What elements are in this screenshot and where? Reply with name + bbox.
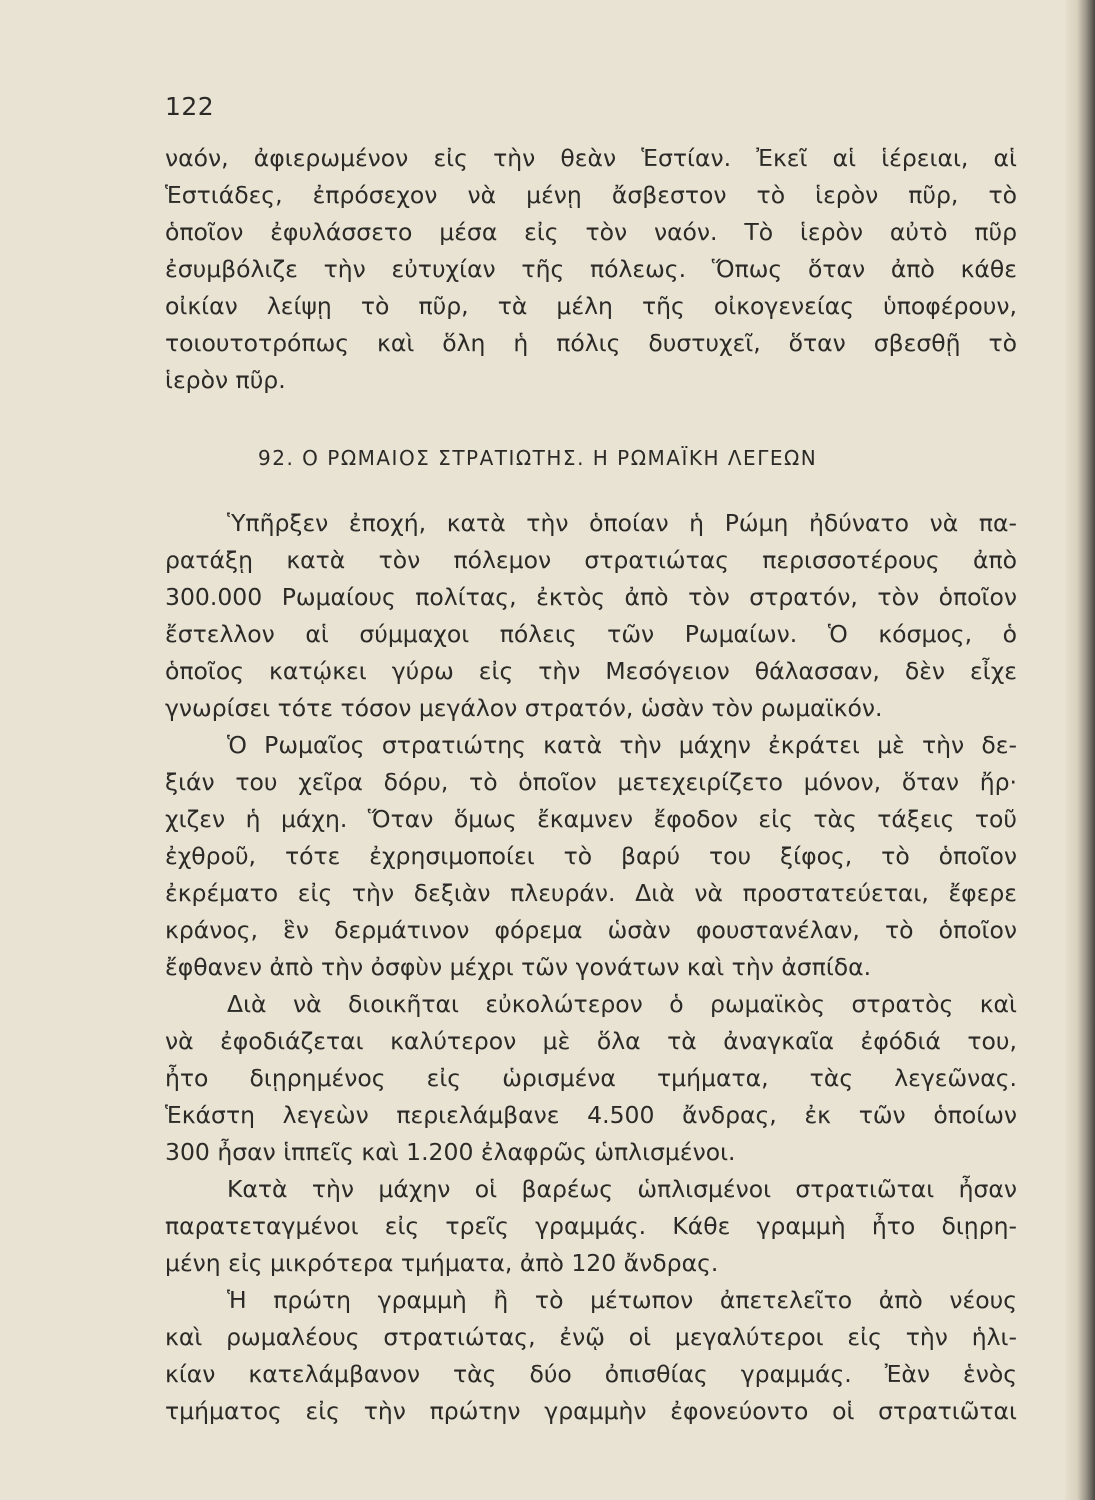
text-line: Ἑστιάδες, ἐπρόσεχον νὰ μένῃ ἄσβεστον τὸ ἱερὸν πῦρ, τὸ [165, 181, 1017, 209]
text-line: ἐχθροῦ, τότε ἐχρησιμοποίει τὸ βαρύ του ξίφος, τὸ ὁποῖον [165, 842, 1017, 870]
text-line: Ἡ πρώτη γραμμὴ ἢ τὸ μέτωπον ἀπετελεῖτο ἀπὸ νέους [227, 1286, 1017, 1314]
text-line: 300.000 Ρωμαίους πολίτας, ἐκτὸς ἀπὸ τὸν στρατόν, τὸν ὁποῖον [165, 583, 1017, 611]
text-line: κίαν κατελάμβανον τὰς δύο ὀπισθίας γραμμάς. Ἐὰν ἑνὸς [165, 1360, 1017, 1388]
text-line: ἔστελλον αἱ σύμμαχοι πόλεις τῶν Ρωμαίων. Ὁ κόσμος, ὁ [165, 620, 1017, 648]
text-line: ναόν, ἀφιερωμένον εἰς τὴν θεὰν Ἑστίαν. Ἐκεῖ αἱ ἱέρειαι, αἱ [165, 144, 1017, 172]
text-line: ὁποῖον ἐφυλάσσετο μέσα εἰς τὸν ναόν. Τὸ ἱερὸν αὐτὸ πῦρ [165, 218, 1017, 246]
text-line: ὁποῖος κατῴκει γύρω εἰς τὴν Μεσόγειον θάλασσαν, δὲν εἶχε [165, 657, 1017, 685]
text-line: Ἑκάστη λεγεὼν περιελάμβανε 4.500 ἄνδρας, ἐκ τῶν ὁποίων [165, 1101, 1017, 1129]
section-heading: 92. Ο ΡΩΜΑΙΟΣ ΣΤΡΑΤΙΩΤΗΣ. Η ΡΩΜΑΪΚΗ ΛΕΓΕΩΝ [258, 446, 818, 470]
text-line: οἰκίαν λείψῃ τὸ πῦρ, τὰ μέλη τῆς οἰκογενείας ὑποφέρουν, [165, 292, 1017, 320]
text-line: χιζεν ἡ μάχη. Ὅταν ὅμως ἔκαμνεν ἔφοδον εἰς τὰς τάξεις τοῦ [165, 805, 1017, 833]
text-line: τμήματος εἰς τὴν πρώτην γραμμὴν ἐφονεύοντο οἱ στρατιῶται [165, 1397, 1017, 1425]
page-number: 122 [165, 92, 215, 121]
text-line: ἐκρέματο εἰς τὴν δεξιὰν πλευράν. Διὰ νὰ προστατεύεται, ἔφερε [165, 879, 1017, 907]
text-line: ἦτο διῃρημένος εἰς ὡρισμένα τμήματα, τὰς λεγεῶνας. [165, 1064, 1017, 1092]
text-line: μένη εἰς μικρότερα τμήματα, ἀπὸ 120 ἄνδρας. [165, 1249, 719, 1277]
text-line: Κατὰ τὴν μάχην οἱ βαρέως ὡπλισμένοι στρατιῶται ἦσαν [227, 1175, 1017, 1203]
text-line: ρατάξῃ κατὰ τὸν πόλεμον στρατιώτας περισσοτέρους ἀπὸ [165, 546, 1017, 574]
text-line: 300 ἦσαν ἱππεῖς καὶ 1.200 ἐλαφρῶς ὡπλισμένοι. [165, 1138, 736, 1166]
text-line: παρατεταγμένοι εἰς τρεῖς γραμμάς. Κάθε γραμμὴ ἦτο διῃρη- [165, 1212, 1017, 1240]
text-line: γνωρίσει τότε τόσον μεγάλον στρατόν, ὡσὰν τὸν ρωμαϊκόν. [165, 694, 883, 722]
text-line: νὰ ἐφοδιάζεται καλύτερον μὲ ὅλα τὰ ἀναγκαῖα ἐφόδιά του, [165, 1027, 1017, 1055]
section-body [165, 505, 1017, 1430]
intro-paragraph [165, 140, 1017, 399]
page-edge-shadow [1065, 0, 1095, 1500]
text-line: ξιάν του χεῖρα δόρυ, τὸ ὁποῖον μετεχειρίζετο μόνον, ὅταν ἤρ· [165, 768, 1017, 796]
text-line: τοιουτοτρόπως καὶ ὅλη ἡ πόλις δυστυχεῖ, ὅταν σβεσθῇ τὸ [165, 329, 1017, 357]
text-line: Ὁ Ρωμαῖος στρατιώτης κατὰ τὴν μάχην ἐκράτει μὲ τὴν δε- [227, 731, 1017, 759]
text-line: Ὑπῆρξεν ἐποχή, κατὰ τὴν ὁποίαν ἡ Ρώμη ἠδύνατο νὰ πα- [227, 509, 1017, 537]
text-line: ἔφθανεν ἀπὸ τὴν ὀσφὺν μέχρι τῶν γονάτων καὶ τὴν ἀσπίδα. [165, 953, 872, 981]
text-line: καὶ ρωμαλέους στρατιώτας, ἐνῷ οἱ μεγαλύτεροι εἰς τὴν ἡλι- [165, 1323, 1017, 1351]
text-line: κράνος, ἓν δερμάτινον φόρεμα ὡσὰν φουστανέλαν, τὸ ὁποῖον [165, 916, 1017, 944]
text-line: ἱερὸν πῦρ. [165, 366, 286, 394]
text-line: ἐσυμβόλιζε τὴν εὐτυχίαν τῆς πόλεως. Ὅπως ὅταν ἀπὸ κάθε [165, 255, 1017, 283]
text-line: Διὰ νὰ διοικῆται εὐκολώτερον ὁ ρωμαϊκὸς στρατὸς καὶ [227, 990, 1017, 1018]
